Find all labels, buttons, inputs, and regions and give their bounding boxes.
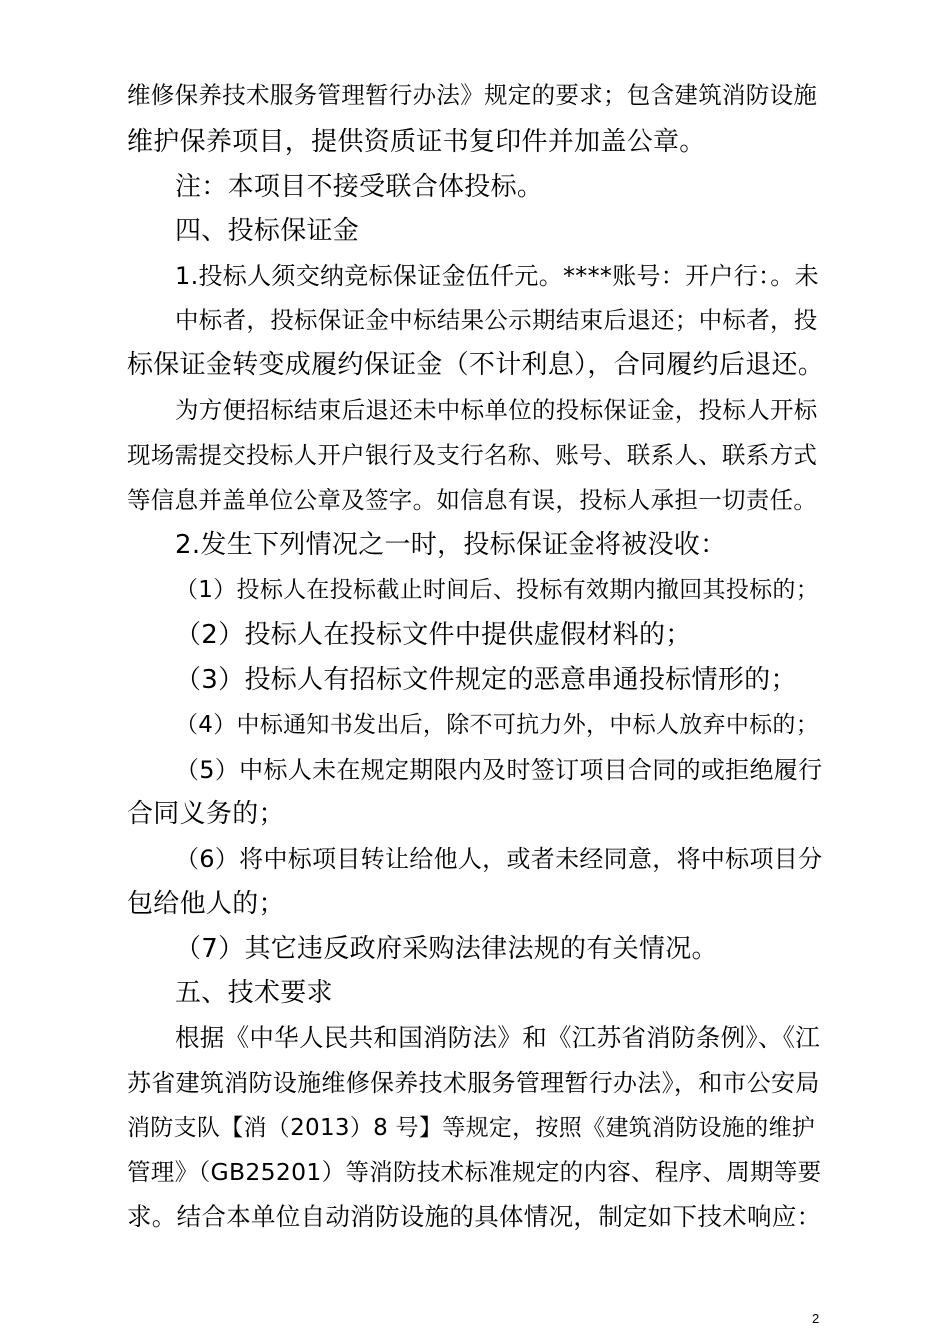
list-item: （2）投标人在投标文件中提供虚假材料的；: [175, 620, 692, 650]
list-item: （4）中标通知书发出后，除不可抗力外，中标人放弃中标的；: [175, 712, 820, 738]
text-line: 维护保养项目，提供资质证书复印件并加盖公章。: [127, 127, 706, 157]
text-line: 管理》（GB25201）等消防技术标准规定的内容、程序、周期等要: [127, 1158, 822, 1186]
text-line: 标保证金转变成履约保证金（不计利息），合同履约后退还。: [127, 350, 825, 380]
text-line: 注：本项目不接受联合体投标。: [175, 172, 544, 202]
text-line: 合同义务的；: [127, 799, 285, 829]
list-item: （3）投标人有招标文件规定的恶意串通投标情形的；: [175, 665, 797, 695]
text-line: 等信息并盖单位公章及签字。如信息有误，投标人承担一切责任。: [127, 486, 818, 514]
text-line: 根据《中华人民共和国消防法》和《江苏省消防条例》、《江: [175, 1023, 821, 1052]
text-line: 1.投标人须交纳竞标保证金伍仟元。****账号：开户行：。未: [175, 262, 819, 290]
text-line: 2.发生下列情况之一时，投标保证金将被没收：: [175, 530, 727, 560]
text-line: 求。结合本单位自动消防设施的具体情况，制定如下技术响应：: [127, 1202, 822, 1231]
text-line: 苏省建筑消防设施维修保养技术服务管理暂行办法》，和市公安局: [127, 1069, 820, 1097]
text-line: 消防支队【消（2013）8 号】等规定，按照《建筑消防设施的维护: [127, 1115, 816, 1141]
text-line: 中标者，投标保证金中标结果公示期结束后退还；中标者，投: [175, 306, 818, 334]
list-item: （5）中标人未在规定期限内及时签订项目合同的或拒绝履行: [175, 756, 823, 784]
list-item: （7）其它违反政府采购法律法规的有关情况。: [175, 934, 718, 964]
text-line: 为方便招标结束后退还未中标单位的投标保证金，投标人开标: [175, 396, 818, 424]
text-line: 包给他人的；: [127, 889, 285, 919]
section-heading: 四、投标保证金: [175, 216, 360, 246]
text-line: 现场需提交投标人开户银行及支行名称、账号、联系人、联系方式: [127, 441, 818, 469]
list-item: （1）投标人在投标截止时间后、投标有效期内撤回其投标的；: [175, 577, 820, 603]
text-line: 维修保养技术服务管理暂行办法》规定的要求；包含建筑消防设施: [127, 81, 818, 109]
list-item: （6）将中标项目转让给他人，或者未经同意，将中标项目分: [175, 845, 823, 873]
page-number: 2: [812, 1311, 820, 1326]
section-heading: 五、技术要求: [175, 978, 333, 1008]
